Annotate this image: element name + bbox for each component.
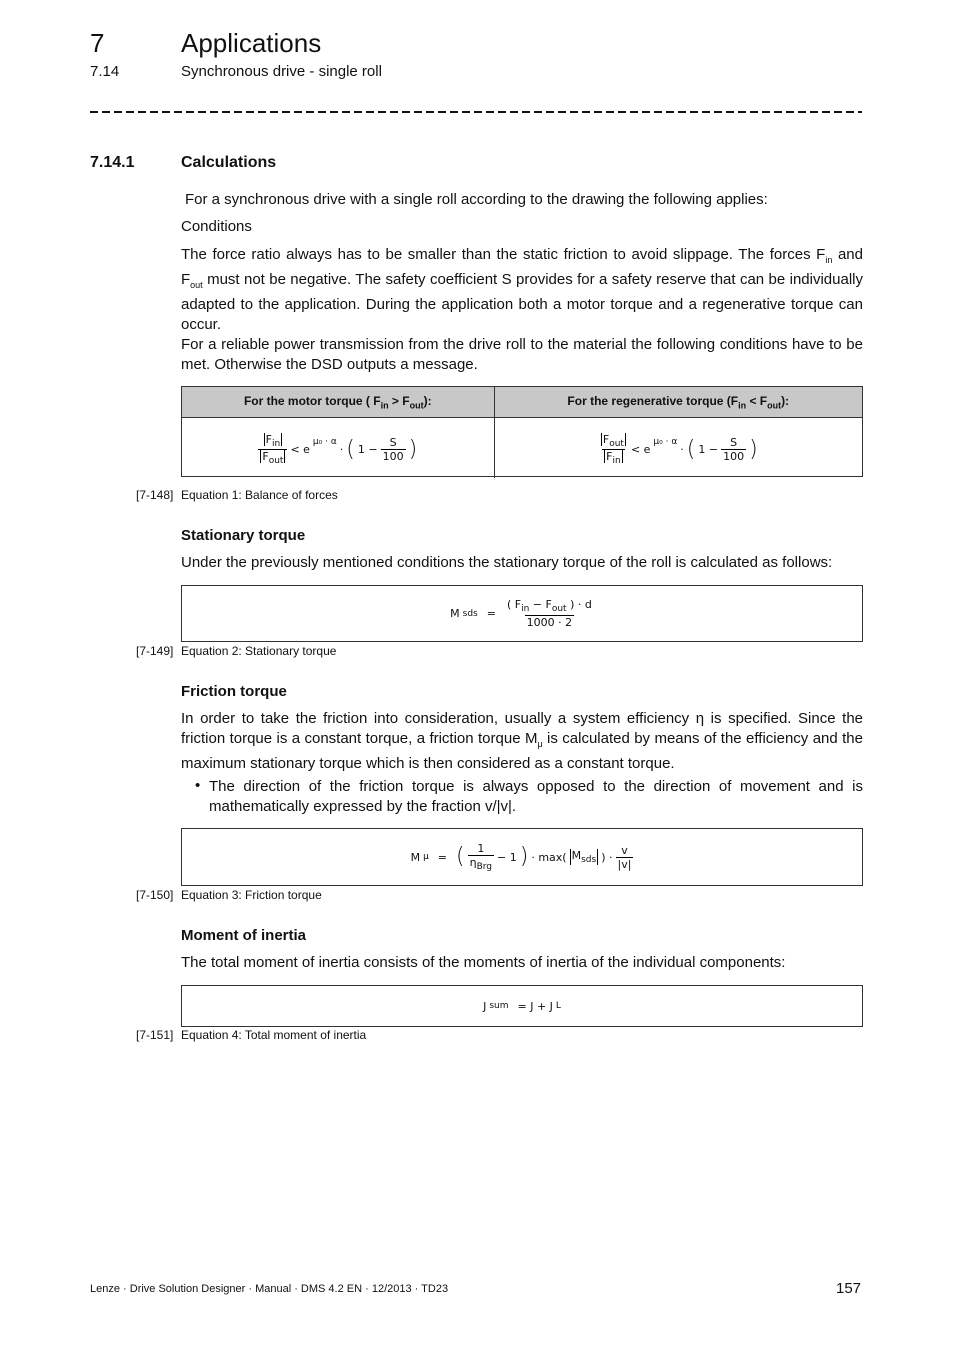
bullet-dot: •	[195, 777, 201, 794]
page-number: 157	[836, 1280, 862, 1297]
paragraph-transmission: For a reliable power transmission from the drive roll to the material the following conditions have to be met. Otherwise the DSD outputs a message.	[181, 336, 863, 373]
footer-text: Lenze · Drive Solution Designer · Manual · DMS 4.2 EN · 12/2013 · TD23	[90, 1283, 449, 1295]
caption-text: Equation 2: Stationary torque	[181, 644, 337, 658]
caption-number: [7-148]	[136, 488, 174, 502]
stationary-formula: M sds = $\frac{( F_{in} - F_{out} ) \cdot d}{1000 \cdot 2}$	[450, 598, 592, 629]
inertia-text: The total moment of inertia consists of the moments of inertia of the individual components:	[181, 954, 786, 971]
stationary-text: Under the previously mentioned conditions the stationary torque of the roll is calculated as follows:	[181, 554, 833, 571]
caption-text: Equation 4: Total moment of inertia	[181, 1028, 367, 1042]
inertia-formula: J sum = J + J L	[483, 999, 561, 1013]
regenerative-torque-formula: $\frac{F_{out}}{F_{in}}$ < e $^{\mu_0 \cdot \alpha}$ · ( 1 − $\frac{S}{100}$ )	[602, 432, 758, 467]
motor-torque-formula: $\frac{F_{in}}{F_{out}}$ < e $^{\mu_0 \cdot \alpha}$ · ( 1 − $\frac{S}{100}$ )	[182, 418, 494, 479]
friction-formula: M μ = ( $\frac{1}{\eta_{Brg}}$ − 1 ) · max( $M_{sds}$ ) · $\frac{v}{|v|}$	[410, 841, 632, 873]
section-number: 7.14	[90, 63, 120, 80]
equation-friction-box	[181, 828, 863, 886]
caption-number: [7-149]	[136, 644, 174, 658]
heading-moment-of-inertia: Moment of inertia	[181, 927, 307, 944]
conditions-label: Conditions	[181, 218, 252, 235]
regenerative-torque-header: For the regenerative torque $(F_{in} < F_{out})$:	[494, 387, 862, 418]
equation-stationary-box	[181, 585, 863, 642]
caption-text: Equation 3: Friction torque	[181, 888, 322, 902]
motor-torque-header: For the motor torque ( $F_{in} > F_{out}$):	[182, 387, 494, 418]
caption-text: Equation 1: Balance of forces	[181, 488, 338, 502]
chapter-title: Applications	[181, 28, 322, 58]
subsection-number: 7.14.1	[90, 154, 135, 171]
section-title: Synchronous drive - single roll	[181, 63, 382, 80]
equation-balance-box	[181, 386, 863, 477]
header-divider	[90, 111, 862, 113]
friction-text: In order to take the friction into consideration, usually a system efficiency η is specified. Since the friction torque is a constant torque, a friction torque $M_\mu$ is calculated by means of the efficiency and the maximum stationary torque which is then considered as a constant torque.	[181, 710, 863, 772]
paragraph-forces: The force ratio always has to be smaller than the static friction to avoid slippage. The forces $F_{in}$ and $F_{out}$ must not be negative. The safety coefficient S provides for a safety reserve that can be individually adapted to the application. During the application both a motor torque and a regenerative torque can occur.	[181, 246, 863, 333]
heading-stationary-torque: Stationary torque	[181, 527, 306, 544]
heading-friction-torque: Friction torque	[181, 683, 287, 700]
subsection-title: Calculations	[181, 154, 277, 171]
chapter-number: 7	[90, 28, 105, 58]
intro-text: For a synchronous drive with a single roll according to the drawing the following applies:	[185, 191, 768, 208]
equation-inertia-box	[181, 985, 863, 1027]
caption-number: [7-151]	[136, 1028, 174, 1042]
friction-bullet: The direction of the friction torque is always opposed to the direction of movement and is mathematically expressed by the fraction v/|v|.	[209, 778, 863, 815]
caption-number: [7-150]	[136, 888, 174, 902]
